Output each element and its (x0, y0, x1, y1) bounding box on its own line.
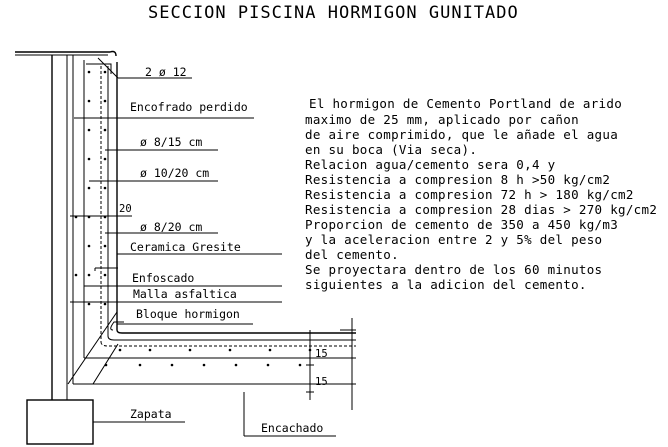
label-render: Enfoscado (132, 271, 195, 285)
leader-ceramic (117, 240, 282, 254)
label-encachado: Encachado (261, 421, 324, 435)
note-line: Resistencia a compresion 8 h >50 kg/cm2 (305, 172, 611, 187)
label-rebar-10-20: ø 10/20 cm (140, 166, 210, 180)
leader-dim-20 (70, 203, 132, 216)
note-line: Relacion agua/cemento sera 0,4 y (305, 157, 556, 172)
dim-20: 20 (119, 203, 132, 215)
label-block: Bloque hormigon (136, 307, 240, 321)
leader-block (111, 307, 253, 330)
label-rebar-top: 2 ø 12 (145, 65, 187, 79)
note-line: de aire comprimido, que le añade el agua (305, 127, 619, 142)
leader-rebar-top (98, 58, 192, 79)
leader-rebar-8-15 (105, 135, 218, 150)
leader-asphalt (70, 287, 282, 302)
label-rebar-8-20: ø 8/20 cm (140, 220, 203, 234)
dim-15-lower: 15 (315, 376, 328, 388)
footing (27, 400, 185, 444)
note-line: en su boca (Via seca). (305, 142, 478, 157)
note-line: siguientes a la adicion del cemento. (305, 277, 587, 292)
note-line: El hormigon de Cemento Portland de arido (309, 96, 623, 111)
wall-rebar-dots (75, 71, 107, 306)
specification-notes (305, 96, 657, 292)
gunite-wall (84, 60, 117, 358)
note-line: Proporcion de cemento de 350 a 450 kg/m3 (305, 217, 619, 232)
block-wall (52, 55, 73, 400)
leader-render (84, 268, 282, 286)
note-line: Se proyectara dentro de los 60 minutos (305, 262, 603, 277)
gravel-bed (244, 392, 336, 436)
note-line: maximo de 25 mm, aplicado por cañon (305, 112, 579, 127)
note-line: y la aceleracion entre 2 y 5% del peso (305, 232, 603, 247)
note-line: Resistencia a compresion 28 dias > 270 kg/cm2 (305, 202, 658, 217)
pool-coping (15, 52, 116, 57)
label-zapata: Zapata (130, 407, 172, 421)
label-rebar-8-15: ø 8/15 cm (140, 135, 203, 149)
label-formwork: Encofrado perdido (130, 100, 248, 114)
label-ceramic: Ceramica Gresite (130, 240, 241, 254)
dim-15-upper: 15 (315, 348, 328, 360)
note-line: Resistencia a compresion 72 h > 180 kg/cm2 (305, 187, 634, 202)
label-asphalt-mesh: Malla asfaltica (133, 287, 237, 301)
note-line: del cemento. (305, 247, 399, 262)
leader-rebar-8-20 (105, 220, 218, 234)
drawing-title: SECCION PISCINA HORMIGON GUNITADO (148, 3, 519, 23)
